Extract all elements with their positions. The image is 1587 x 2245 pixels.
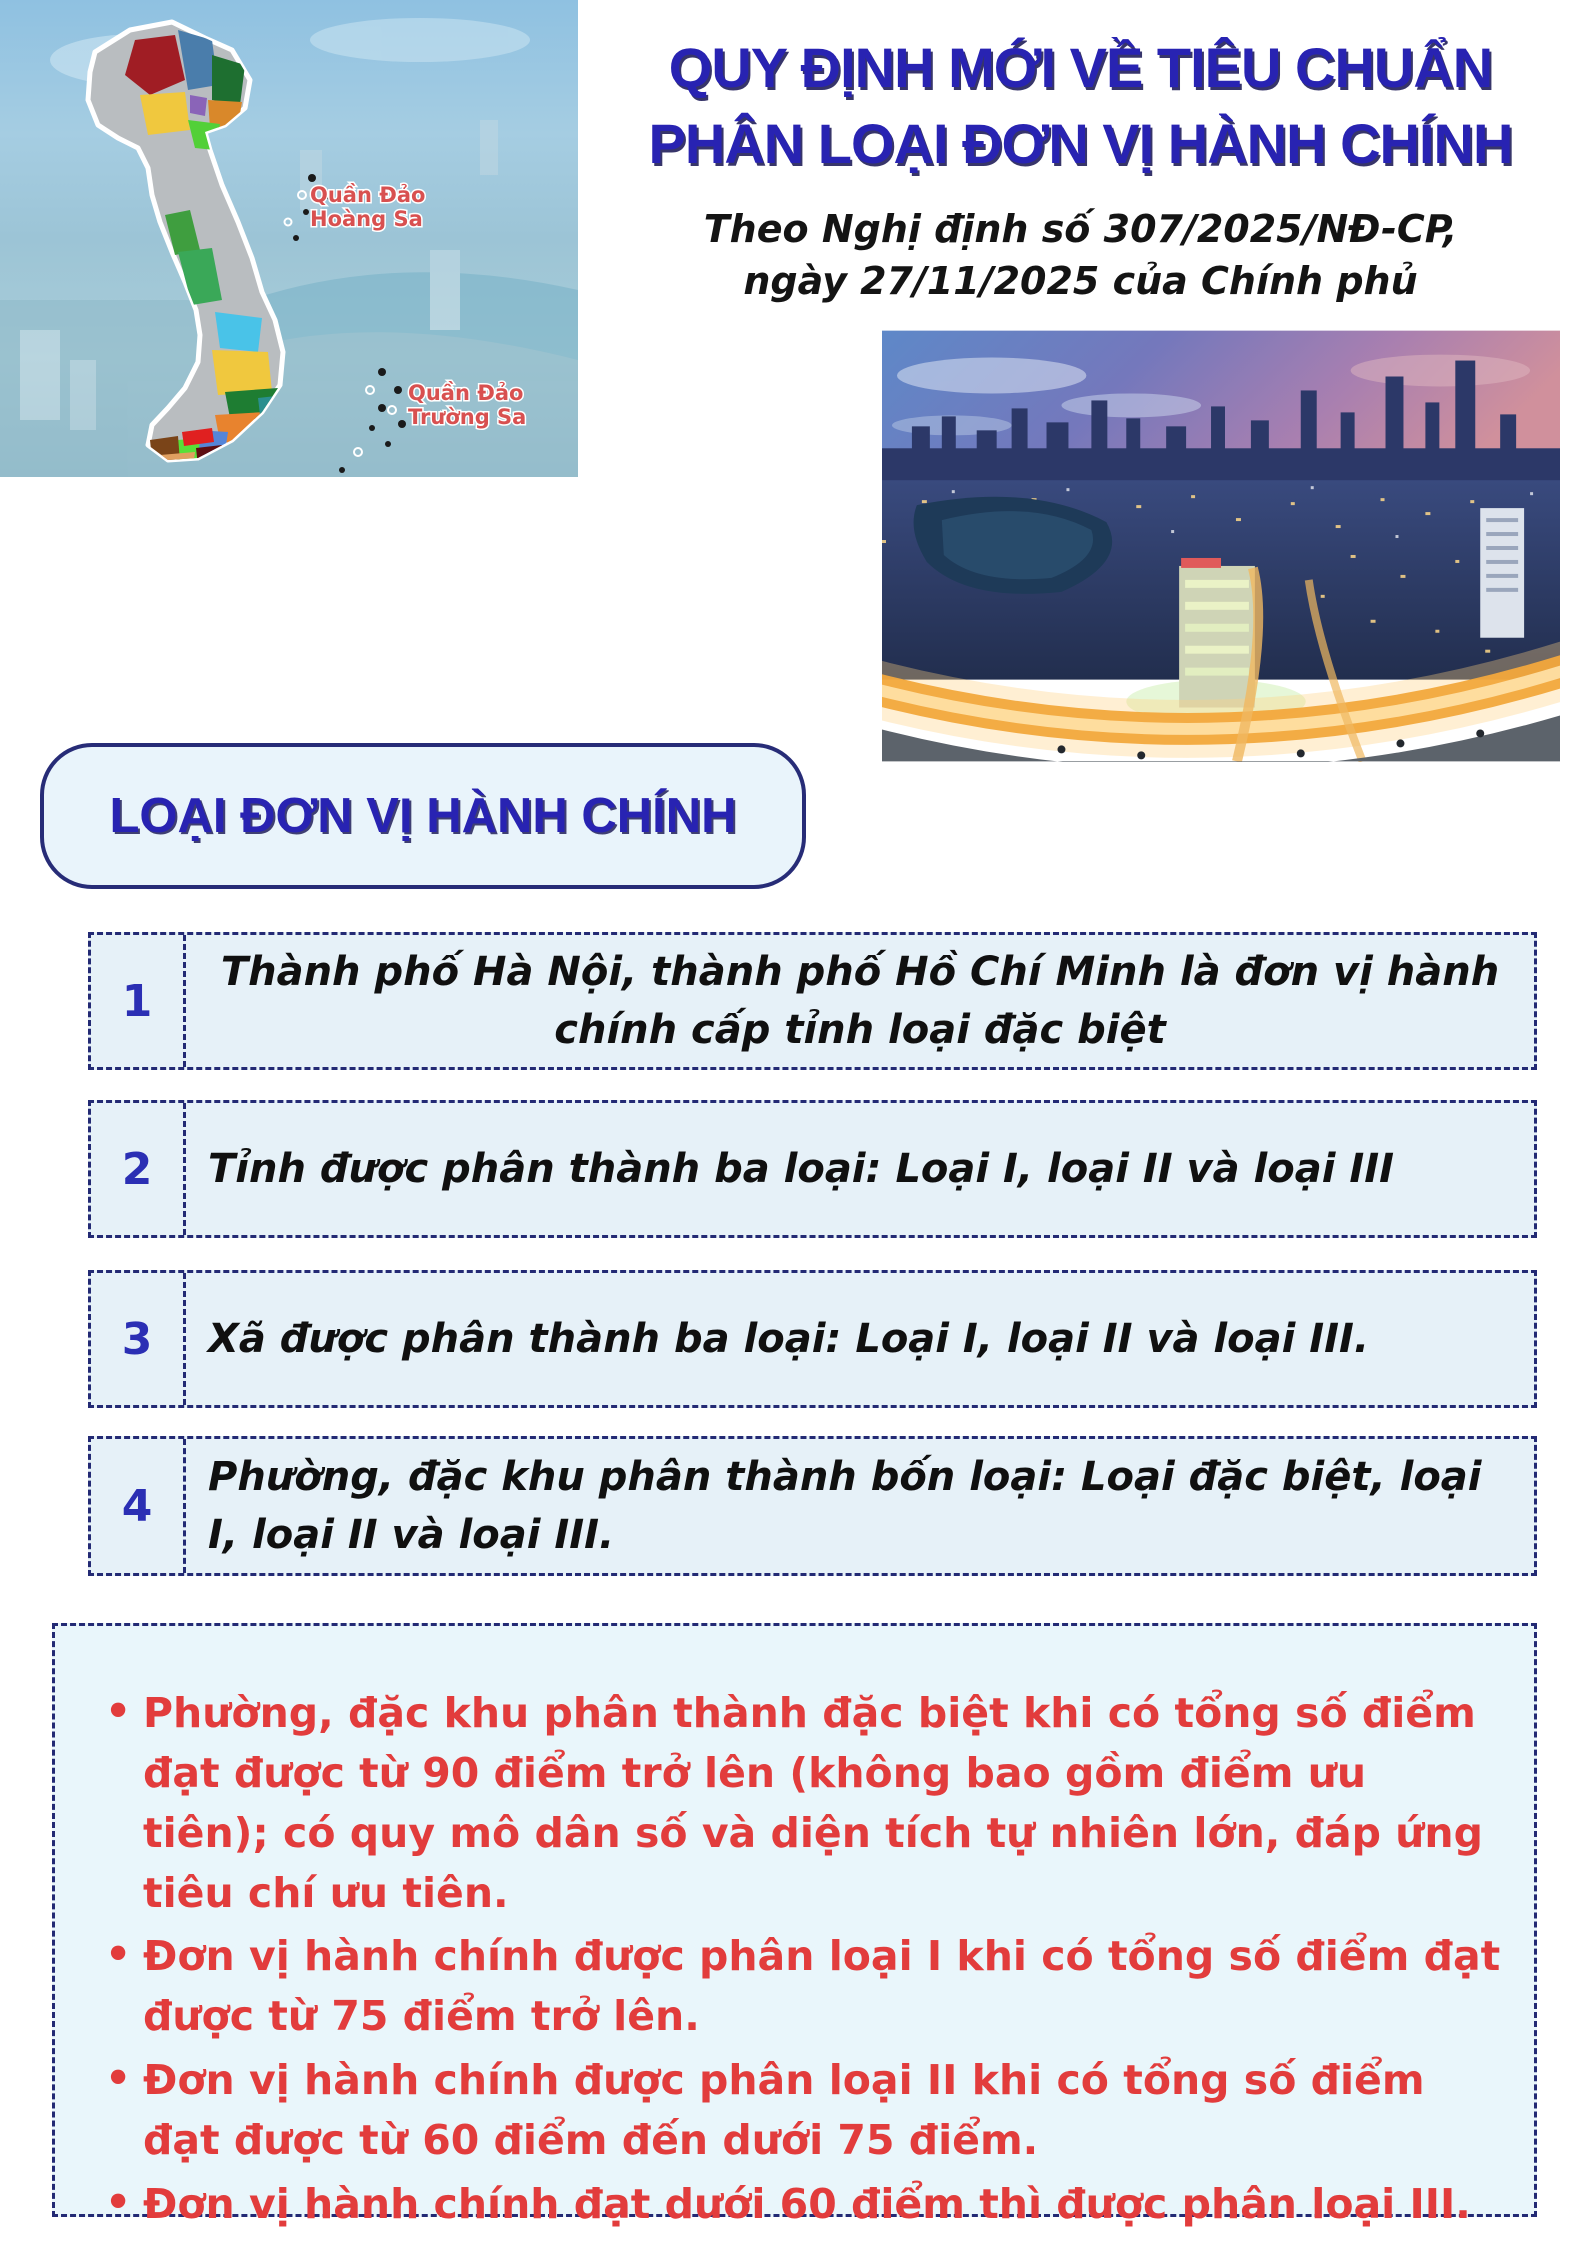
note-bullet-4: • Đơn vị hành chính đạt dưới 60 điểm thì được phân loại III.: [97, 2175, 1504, 2235]
row-text: [186, 1103, 1534, 1235]
page-title-line2: PHÂN LOẠI ĐƠN VỊ HÀNH CHÍNH: [648, 112, 1513, 176]
note-bullet-2: • Đơn vị hành chính được phân loại I khi có tổng số điểm đạt được từ 75 điểm trở lên.: [97, 1927, 1504, 2047]
decree-subtitle-line2: ngày 27/11/2025 của Chính phủ: [743, 258, 1418, 303]
classification-row-2: [88, 1100, 1537, 1238]
city-photo: [882, 330, 1560, 762]
row-text-content: Phường, đặc khu phân thành bốn loại: Loại đặc biệt, loại I, loại II và loại III.: [208, 1454, 1482, 1558]
vietnam-map-illustration: [0, 0, 578, 477]
decree-subtitle: [578, 204, 1583, 307]
row-number: 1: [91, 935, 186, 1067]
classification-row-1: [88, 932, 1537, 1070]
row-text: [186, 1273, 1534, 1405]
page-title: [578, 30, 1583, 182]
hoang-sa-label-line1: Quần Đảo: [310, 183, 426, 207]
note-bullet-1: • Phường, đặc khu phân thành đặc biệt khi có tổng số điểm đạt được từ 90 điểm trở lên (không bao gồm điểm ưu tiên); có quy mô dân số và diện tích tự nhiên lớn, đáp ứng tiêu chí ưu tiên.: [97, 1684, 1504, 1923]
decree-subtitle-line1: Theo Nghị định số 307/2025/NĐ-CP,: [703, 207, 1458, 252]
row-text: [186, 935, 1534, 1067]
row-text-content: Xã được phân thành ba loại: Loại I, loại II và loại III.: [208, 1316, 1370, 1362]
vietnam-map-figure: [0, 0, 578, 477]
city-photo-illustration: [882, 330, 1560, 762]
section-heading-label: LOẠI ĐƠN VỊ HÀNH CHÍNH: [109, 789, 737, 843]
section-heading: [40, 743, 806, 889]
page-title-line1: QUY ĐỊNH MỚI VỀ TIÊU CHUẨN: [668, 36, 1493, 99]
truong-sa-label-line1: Quần Đảo: [408, 381, 524, 405]
row-number: 4: [91, 1439, 186, 1573]
right-tower: [1480, 508, 1524, 638]
truong-sa-label-line2: Trường Sa: [408, 405, 527, 429]
row-text-content: Tỉnh được phân thành ba loại: Loại I, loại II và loại III: [208, 1146, 1395, 1192]
note-bullet-3: • Đơn vị hành chính được phân loại II khi có tổng số điểm đạt được từ 60 điểm đến dưới 75 điểm.: [97, 2051, 1504, 2171]
row-text-content: Thành phố Hà Nội, thành phố Hồ Chí Minh là đơn vị hành chính cấp tỉnh loại đặc biệt: [220, 949, 1500, 1053]
classification-row-3: [88, 1270, 1537, 1408]
scoring-notes-panel: [52, 1623, 1537, 2228]
row-number: 3: [91, 1273, 186, 1405]
classification-row-4: [88, 1436, 1537, 1576]
row-text: [186, 1439, 1534, 1573]
hoang-sa-label-line2: Hoàng Sa: [310, 207, 423, 231]
row-number: 2: [91, 1103, 186, 1235]
header: [578, 30, 1583, 307]
